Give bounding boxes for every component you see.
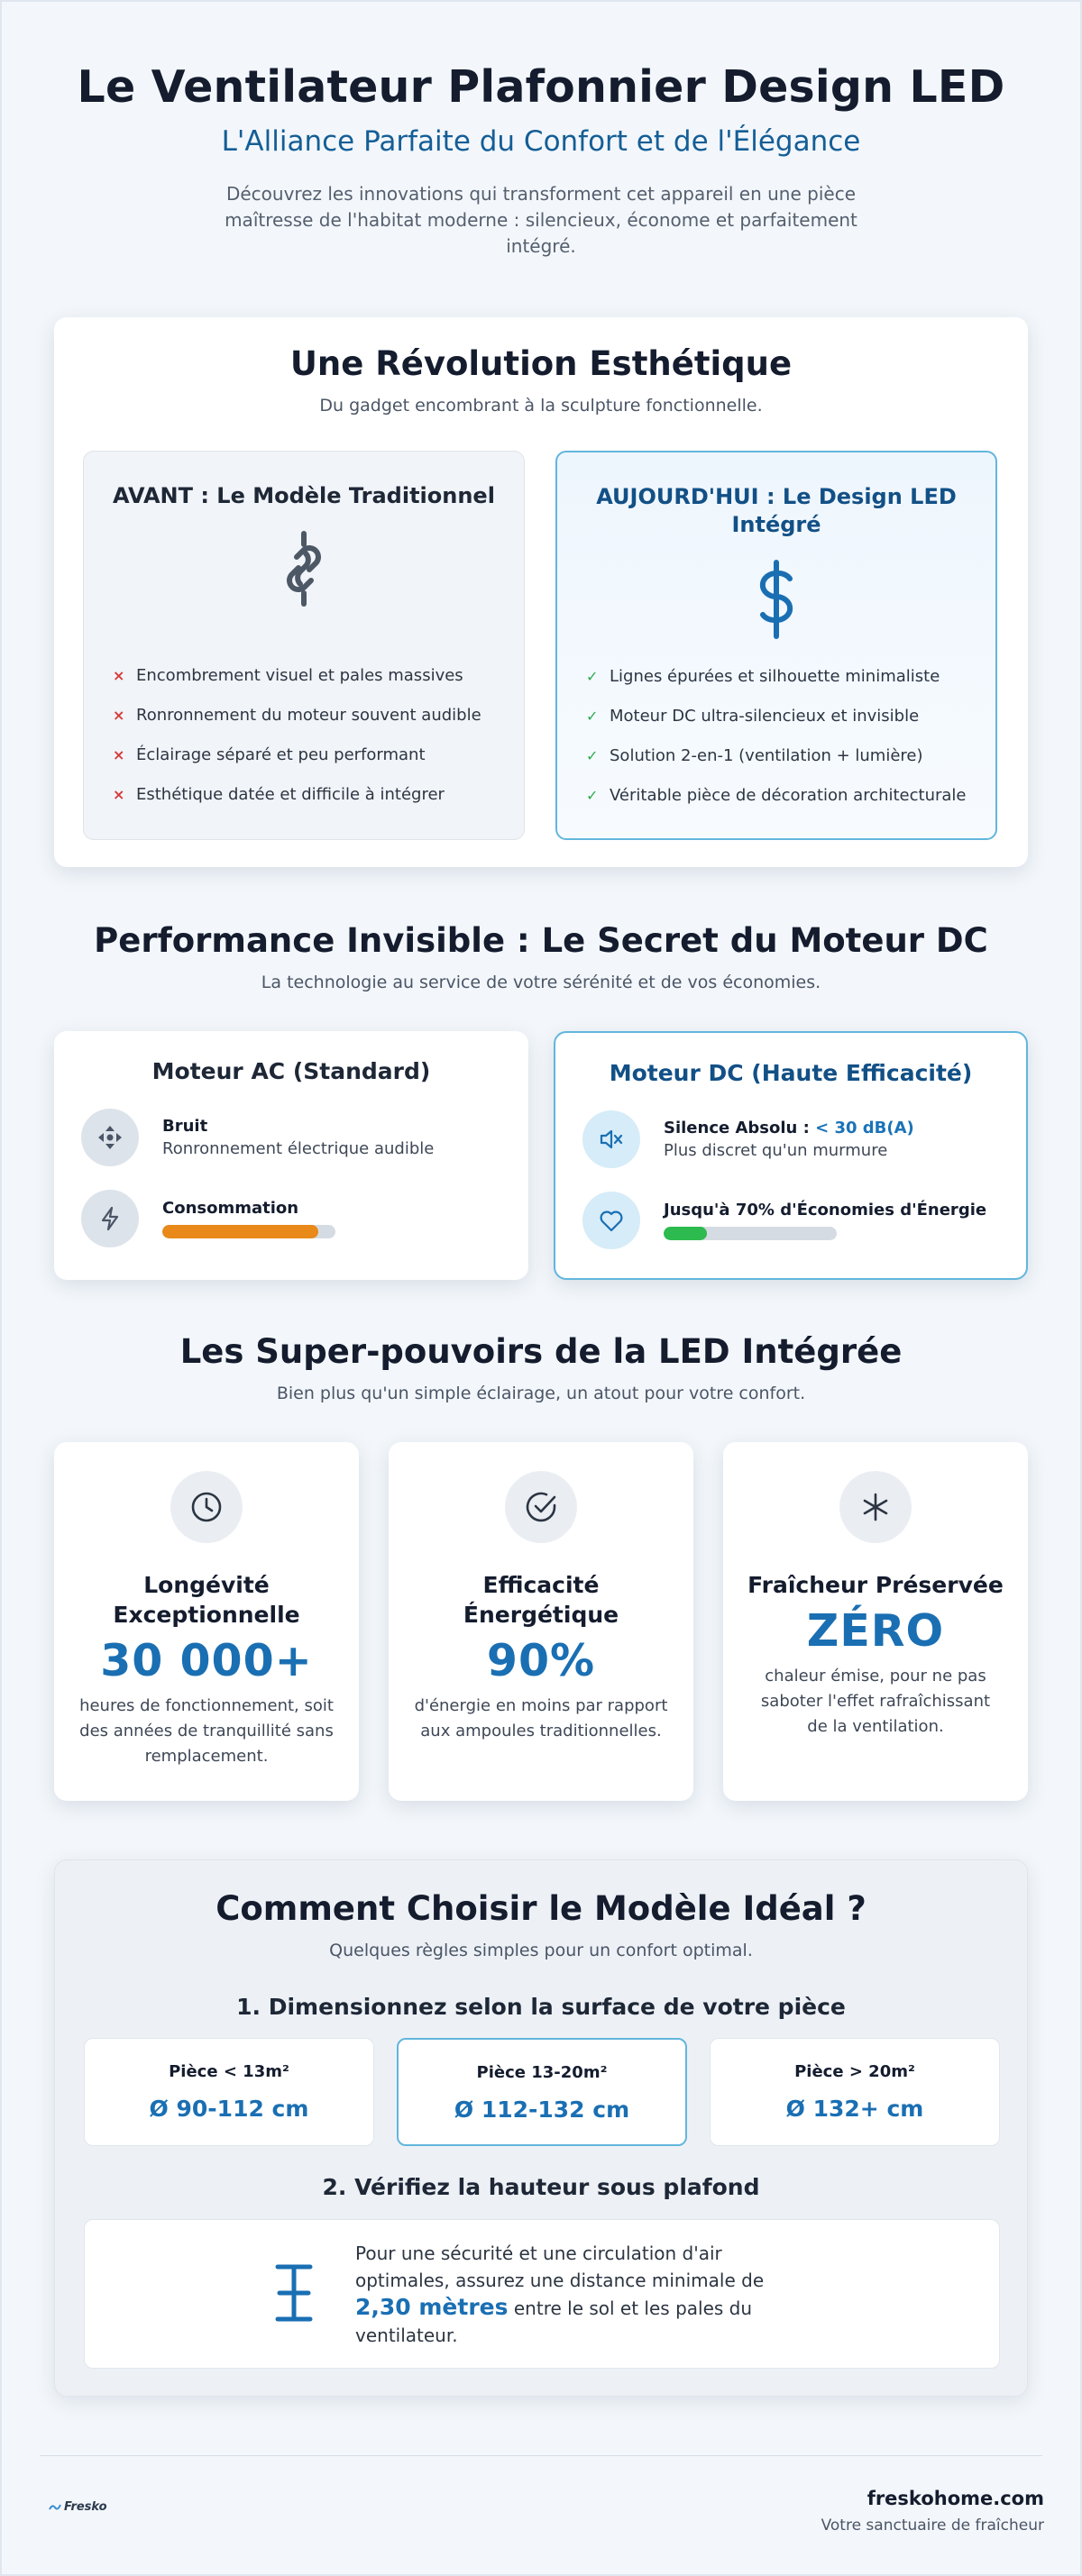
height-value: 2,30 mètres (355, 2294, 509, 2320)
page-subtitle: L'Alliance Parfaite du Confort et de l'Élégance (221, 125, 861, 158)
list-item: × Esthétique datée et difficile à intégrer (113, 784, 445, 804)
led-title: Les Super-pouvoirs de la LED Intégrée (179, 1332, 903, 1371)
dc-motor-card (554, 1031, 1028, 1280)
size-value: Ø 132+ cm (785, 2096, 924, 2122)
snowflake-icon (839, 1471, 912, 1543)
feature-card-efficiency (389, 1442, 693, 1801)
feature-desc: d'énergie en moins par rapport aux ampoules traditionnelles. (414, 1696, 668, 1740)
ac-noise-desc: Ronronnement électrique audible (162, 1139, 435, 1158)
before-card (83, 451, 525, 840)
guide-section (54, 1859, 1028, 2397)
dc-noise-desc: Plus discret qu'un murmure (664, 1141, 888, 1160)
dc-motor-title: Moteur DC (Haute Efficacité) (609, 1060, 973, 1086)
ac-noise-title: Bruit (162, 1117, 208, 1136)
before-list (113, 655, 506, 814)
list-item: ✓ Lignes épurées et silhouette minimaliste (586, 666, 940, 686)
feature-desc: chaleur émise, pour ne pas saboter l'effet rafraîchissant de la ventilation. (760, 1667, 991, 1736)
list-item: ✓ Moteur DC ultra-silencieux et invisible (586, 706, 920, 726)
feature-desc: heures de fonctionnement, soit des années de tranquillité sans remplacement. (79, 1696, 334, 1766)
dc-power-title: Jusqu'à 70% d'Économies d'Énergie (664, 1201, 987, 1219)
ac-consumption-bar (162, 1225, 335, 1238)
after-list (586, 656, 977, 815)
ac-noise-row (81, 1109, 434, 1166)
list-item: × Encombrement visuel et pales massives (113, 665, 463, 685)
size-value: Ø 112-132 cm (454, 2096, 630, 2123)
size-option-large (710, 2038, 1000, 2146)
step-2-title: 2. Vérifiez la hauteur sous plafond (322, 2174, 760, 2200)
wave-icon (49, 2503, 61, 2512)
list-item: × Ronronnement du moteur souvent audible (113, 705, 481, 725)
ac-motor-card (54, 1031, 528, 1280)
dc-consumption-fill (664, 1227, 707, 1240)
list-item: ✓ Véritable pièce de décoration architecturale (586, 785, 967, 805)
size-option-small (84, 2038, 374, 2146)
ac-power-row (81, 1190, 335, 1247)
move-arrows-icon (81, 1109, 139, 1166)
lightning-bolt-icon (81, 1190, 139, 1247)
size-option-medium (397, 2038, 687, 2146)
led-subtitle: Bien plus qu'un simple éclairage, un atout pour votre confort. (276, 1384, 806, 1403)
dollar-sign-icon (754, 559, 799, 640)
motor-subtitle: La technologie au service de votre sérénité et de vos économies. (261, 973, 821, 992)
size-label: Pièce < 13m² (169, 2062, 289, 2081)
aesthetic-title: Une Révolution Esthétique (289, 344, 793, 383)
feature-card-freshness (723, 1442, 1028, 1801)
list-item: ✓ Solution 2-en-1 (ventilation + lumière) (586, 745, 923, 765)
intro-text: Découvrez les innovations qui transforment cet appareil en une pièce maîtresse de l'habitat moderne : silencieux, économe et parfaitement intégré. (225, 183, 857, 257)
size-value: Ø 90-112 cm (149, 2096, 309, 2122)
footer-right (821, 2488, 1044, 2535)
led-header (0, 1332, 1082, 1403)
before-title: AVANT : Le Modèle Traditionnel (113, 483, 495, 508)
list-item: × Éclairage séparé et peu performant (113, 744, 426, 764)
feature-card-longevity (54, 1442, 359, 1801)
dc-noise-title: Silence Absolu : (664, 1119, 810, 1137)
aesthetic-subtitle: Du gadget encombrant à la sculpture fonctionnelle. (319, 396, 763, 416)
height-text: Pour une sécurité et une circulation d'air optimales, assurez une distance minimale de 2,30 mètres entre le sol et les pales du ventilateur. (355, 2243, 765, 2346)
guide-subtitle: Quelques règles simples pour un confort optimal. (329, 1941, 753, 1960)
after-card (555, 451, 997, 840)
size-label: Pièce > 20m² (794, 2062, 915, 2081)
feature-value: 90% (486, 1635, 596, 1686)
ac-consumption-fill (162, 1225, 318, 1238)
dc-noise-value: < 30 dB(A) (815, 1119, 914, 1137)
aesthetic-section (54, 317, 1028, 867)
step-1-title: 1. Dimensionnez selon la surface de votre pièce (236, 1994, 846, 2020)
ac-power-title: Consommation (162, 1199, 299, 1218)
dc-noise-row (582, 1110, 914, 1168)
size-label: Pièce 13-20m² (476, 2063, 608, 2082)
heart-icon (582, 1192, 640, 1249)
feature-title: Efficacité Énergétique (463, 1572, 619, 1628)
feature-value: ZÉRO (806, 1605, 945, 1657)
feature-title: Fraîcheur Préservée (747, 1572, 1004, 1598)
hero (0, 61, 1082, 260)
motor-title: Performance Invisible : Le Secret du Moteur DC (94, 921, 988, 960)
ac-motor-title: Moteur AC (Standard) (151, 1058, 431, 1084)
speaker-mute-icon (582, 1110, 640, 1168)
page-title: Le Ventilateur Plafonnier Design LED (77, 61, 1005, 113)
after-title: AUJOURD'HUI : Le Design LED Intégré (596, 484, 957, 537)
link-chain-icon (277, 530, 331, 607)
footer-tagline: Votre sanctuaire de fraîcheur (821, 2517, 1044, 2535)
guide-title: Comment Choisir le Modèle Idéal ? (215, 1889, 867, 1928)
motor-header (0, 921, 1082, 992)
dc-consumption-bar (664, 1227, 837, 1240)
feature-title: Longévité Exceptionnelle (113, 1572, 300, 1628)
footer-site-link[interactable]: freskohome.com (867, 2488, 1044, 2509)
footer-divider (40, 2455, 1042, 2456)
feature-value: 30 000+ (100, 1635, 313, 1686)
fresko-logo: Fresko (49, 2500, 107, 2514)
height-measure-icon (274, 2263, 314, 2323)
check-circle-icon (505, 1471, 577, 1543)
dc-power-row (582, 1192, 986, 1249)
clock-icon (170, 1471, 243, 1543)
height-info-box (84, 2219, 1000, 2369)
